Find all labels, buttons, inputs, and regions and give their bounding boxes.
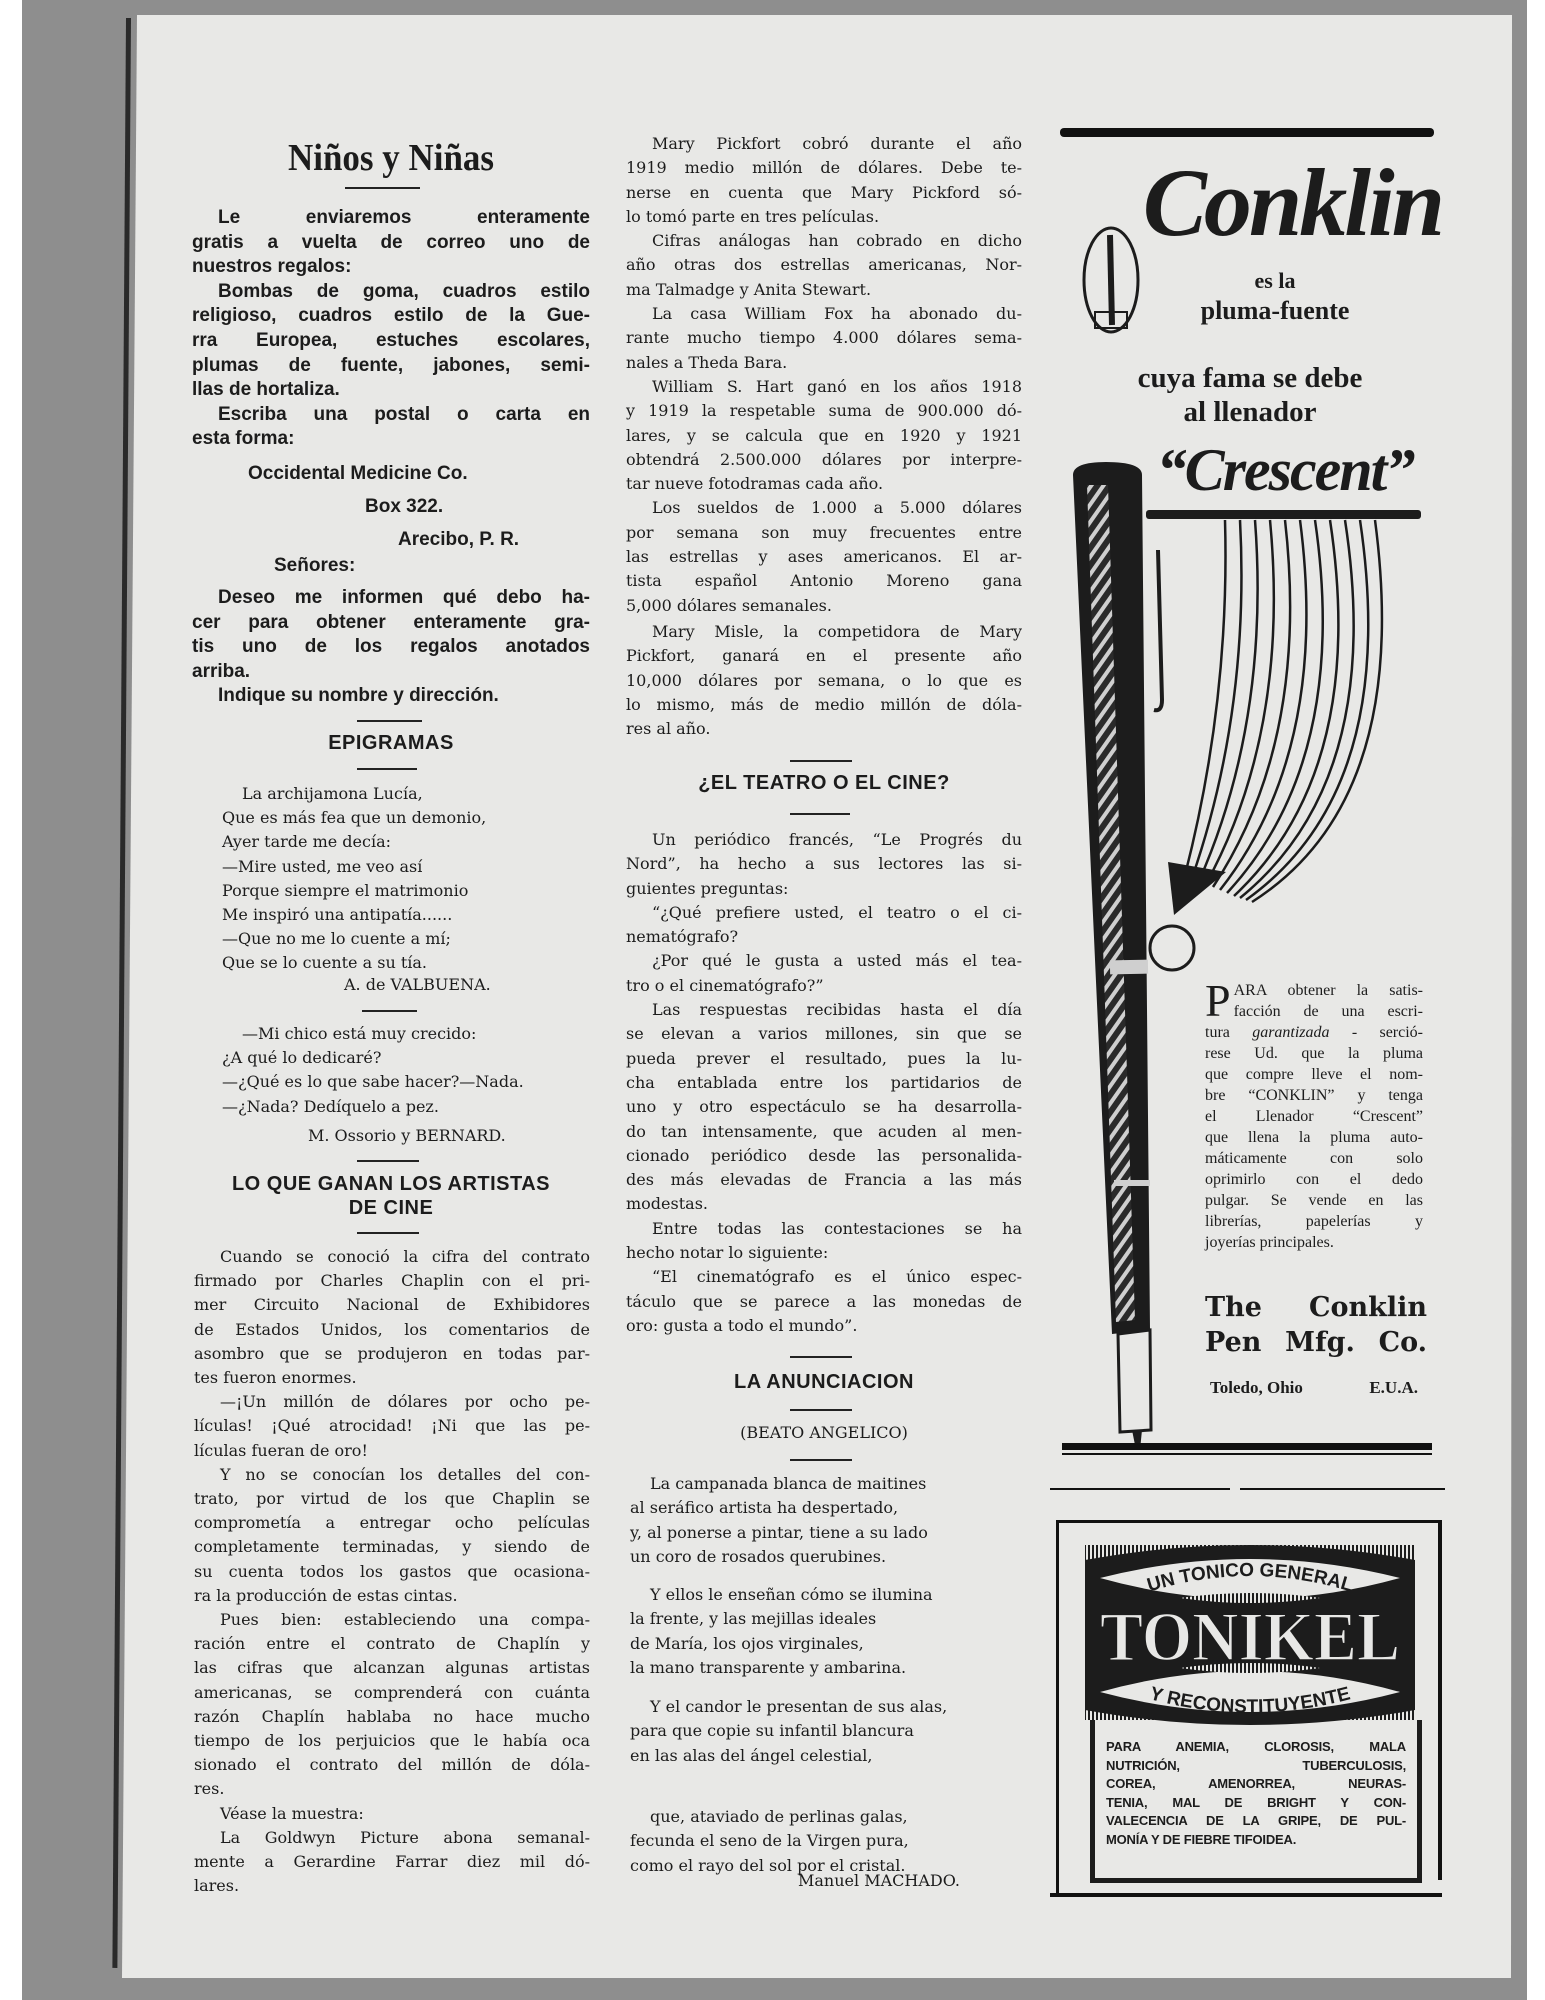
text-line: Las respuestas recibidas hasta el día	[652, 1000, 1022, 1020]
text-line: Bombas de goma, cuadros estilo	[218, 280, 590, 302]
text-line: 10,000 dólares por semana, o lo que es	[626, 670, 1022, 690]
text-line: esta forma:	[192, 428, 295, 450]
text-line: cer para obtener enteramente gra-	[192, 611, 590, 633]
teatro-cine-text	[626, 828, 1022, 1338]
text-line: mer Circuito Nacional de Exhibidores	[194, 1295, 590, 1315]
text-line: Entre todas las contestaciones se ha	[652, 1218, 1022, 1238]
text-line: —¿Nada? Dedíquelo a pez.	[222, 1096, 439, 1116]
text-line: tar nueve fotodramas cada año.	[626, 474, 884, 494]
text-line: Pues bien: estableciendo una compa-	[220, 1610, 590, 1630]
address-city: Toledo, Ohio	[1210, 1378, 1303, 1397]
text-line: ra la producción de estas cintas.	[194, 1585, 458, 1605]
pen-seal-icon	[1150, 926, 1194, 970]
text-line: facción de una escri-	[1233, 1003, 1423, 1020]
text-line: arriba.	[192, 660, 251, 682]
subheading-beato-angelico: (BEATO ANGELICO)	[740, 1423, 908, 1442]
text-line: ¿A qué lo dedicaré?	[222, 1048, 382, 1068]
tonikel-indications	[1106, 1738, 1406, 1849]
arc-top-text: UN TONICO GENERAL	[1144, 1559, 1356, 1597]
text-line: un coro de rosados querubines.	[630, 1546, 887, 1566]
text-line: librerías, papelerías y	[1205, 1213, 1423, 1230]
text-line: joyerías principales.	[1205, 1234, 1334, 1251]
conklin-address	[1210, 1378, 1418, 1398]
tagline-cuya-fama: cuya fama se debe	[1137, 362, 1363, 394]
text-line: rese Ud. que la pluma	[1205, 1045, 1423, 1062]
text-line: se elevan a varios millones, sin que se	[626, 1024, 1022, 1044]
heading-line: DE CINE	[348, 1197, 434, 1219]
text-line: Un periódico francés, “Le Progrés du	[652, 830, 1022, 849]
text-line: rante mucho tiempo 4.000 dólares sema-	[626, 328, 1022, 348]
tonikel-brand: TONIKEL	[1100, 1599, 1400, 1676]
text-line: y, al ponerse a pintar, tiene a su lado	[630, 1522, 928, 1542]
letter-text	[192, 586, 590, 709]
text-line: oprimirlo con el dedo	[1205, 1171, 1423, 1188]
text-line: las cifras que alcanzan algunas artistas	[194, 1658, 590, 1678]
company-line: Pen Mfg. Co.	[1205, 1327, 1427, 1358]
text-line: Que se lo cuente a su tía.	[222, 953, 427, 973]
poem-stanza-3	[630, 1695, 1030, 1768]
text-line: res.	[194, 1779, 225, 1799]
company-line: The Conklin	[1205, 1292, 1427, 1323]
text-line: Indique su nombre y dirección.	[218, 685, 499, 707]
text-line: que, ataviado de perlinas galas,	[650, 1807, 908, 1826]
text-line: “El cinematógrafo es el único espec-	[652, 1267, 1022, 1287]
text-line: Me inspiró una antipatía......	[222, 905, 453, 925]
text-line: tista español Antonio Moreno gana	[626, 571, 1022, 591]
text-line: La campanada blanca de maitines	[650, 1474, 927, 1493]
text-line: de María, los ojos virginales,	[630, 1633, 864, 1653]
address-company: Occidental Medicine Co.	[248, 463, 468, 484]
text-line: Véase la muestra:	[220, 1803, 364, 1823]
text-line: —Mire usted, me veo así	[222, 856, 423, 876]
text-line: trato, por virtud de los que Chaplin se	[194, 1489, 590, 1509]
text-line: tura garantizada - serció-	[1205, 1024, 1424, 1041]
text-line: guientes preguntas:	[626, 878, 789, 898]
text-line: Y no se conocían los detalles del con-	[220, 1464, 590, 1484]
text-line: comprometía a entregar ocho películas	[194, 1513, 590, 1533]
tonikel-logo-banner	[1080, 1540, 1420, 1725]
text-line: VALECENCIA DE LA GRIPE, DE PUL-	[1106, 1813, 1406, 1828]
text-line: que compre lleve el nom-	[1205, 1066, 1423, 1083]
text-line: MONÍA Y DE FIEBRE TIFOIDEA.	[1106, 1831, 1297, 1847]
text-line: 1919 medio millón de dólares. Debe te-	[626, 158, 1022, 178]
conklin-logo: Conklin	[1142, 149, 1442, 256]
text-line: tes fueron enormes.	[194, 1368, 357, 1388]
heading-epigramas: EPIGRAMAS	[328, 732, 454, 754]
text-line: La Goldwyn Picture abona semanal-	[220, 1827, 590, 1847]
text-line: las estrellas y ases americanos. El ar-	[626, 547, 1022, 567]
text-line: lo mismo, más de medio millón de dóla-	[626, 694, 1022, 714]
text-line: y 1919 la respetable suma de 900.000 dó-	[626, 401, 1022, 421]
poem-stanza-4	[630, 1805, 1030, 1878]
text-line: táculo que se parece a las monedas de	[626, 1291, 1022, 1311]
text-line: —¿Qué es lo que sabe hacer?—Nada.	[222, 1072, 524, 1092]
text-line: NUTRICIÓN, TUBERCULOSIS,	[1106, 1757, 1406, 1773]
heading-line: LO QUE GANAN LOS ARTISTAS	[231, 1173, 551, 1195]
text-line: plumas de fuente, jabones, semi-	[192, 354, 590, 376]
heading-anunciacion: LA ANUNCIACION	[734, 1371, 914, 1393]
epigram-2-author: M. Ossorio y BERNARD.	[308, 1126, 506, 1145]
text-line: cionado periódico desde las personalida-	[626, 1145, 1022, 1165]
text-line: Ayer tarde me decía:	[222, 832, 392, 852]
text-line: Mary Pickfort cobró durante el año	[652, 134, 1022, 153]
text-line: Pickfort, ganará en el presente año	[626, 646, 1022, 666]
text-line: fecunda el seno de la Virgen pura,	[630, 1831, 909, 1851]
conklin-company-name	[1205, 1290, 1427, 1360]
text-line: mente a Gerardine Farrar diez mil dó-	[194, 1852, 590, 1872]
text-line: sionado el contrato del millón de dóla-	[194, 1755, 590, 1775]
text-line: Porque siempre el matrimonio	[222, 880, 469, 900]
text-line: año otras dos estrellas americanas, Nor-	[626, 255, 1022, 275]
poem-author: Manuel MACHADO.	[798, 1871, 960, 1890]
text-line: obtendrá 2.500.000 dólares por interpre-	[626, 449, 1022, 469]
address-country: E.U.A.	[1369, 1378, 1418, 1397]
text-line: Que es más fea que un demonio,	[222, 808, 487, 828]
text-line: do tan intensamente, que acuden al men-	[626, 1121, 1022, 1141]
text-line: Nord”, ha hecho a sus lectores las si-	[626, 854, 1022, 874]
text-line: —Mi chico está muy crecido:	[242, 1024, 477, 1043]
address-city: Arecibo, P. R.	[398, 529, 520, 550]
epigram-2	[222, 1022, 602, 1119]
text-line: Deseo me informen qué debo ha-	[218, 587, 590, 608]
text-line: Cuando se conoció la cifra del contrato	[220, 1247, 590, 1266]
text-line: como el rayo del sol por el cristal.	[630, 1855, 906, 1875]
drop-cap: P	[1205, 975, 1231, 1026]
text-line: Mary Misle, la competidora de Mary	[652, 622, 1022, 641]
intro-text	[192, 206, 590, 452]
text-line: tis uno de los regalos anotados	[192, 636, 590, 658]
crescent-filler-logo: “Crescent”	[1156, 437, 1414, 503]
text-line: gratis a vuelta de correo uno de	[192, 231, 590, 253]
filler-arrow-lines	[1185, 520, 1382, 902]
text-line: firmado por Charles Chaplin con el pri-	[194, 1271, 590, 1291]
text-line: máticamente con solo	[1205, 1150, 1423, 1167]
text-line: nerse en cuenta que Mary Pickford só-	[626, 182, 1022, 202]
text-line: uno y otro espectáculo se ha desarrolla-	[626, 1097, 1022, 1117]
text-line: ma Talmadge y Anita Stewart.	[626, 279, 872, 299]
text-line: tiempo de los perjuicios que le había oca	[194, 1731, 590, 1751]
text-line: religioso, cuadros estilo de la Gue-	[192, 305, 590, 327]
text-line: TENIA, MAL DE BRIGHT Y CON-	[1106, 1794, 1406, 1810]
text-line: Los sueldos de 1.000 a 5.000 dólares	[652, 498, 1022, 518]
tagline-al-llenador: al llenador	[1183, 396, 1317, 428]
text-line: de Estados Unidos, los comentarios de	[194, 1319, 590, 1339]
conklin-pen-illustration	[1050, 140, 1450, 1460]
address-box: Box 322.	[365, 496, 444, 517]
text-line: nales a Theda Bara.	[626, 352, 788, 372]
epigram-1-author: A. de VALBUENA.	[344, 975, 491, 994]
address-salutation: Señores:	[274, 555, 356, 576]
text-line: Y el candor le presentan de sus alas,	[650, 1697, 948, 1716]
text-line: llas de hortaliza.	[192, 379, 340, 401]
text-line: pueda prever el resultado, pues la lu-	[626, 1048, 1022, 1068]
text-line: rra Europea, estuches escolares,	[192, 329, 590, 351]
text-line: en las alas del ángel celestial,	[630, 1745, 873, 1765]
article-title-ninos: Niños y Niñas	[288, 137, 494, 179]
text-line: que llena la pluma auto-	[1205, 1129, 1423, 1146]
text-line: Cifras análogas han cobrado en dicho	[652, 231, 1022, 251]
text-line: des más elevadas de Francia a las más	[626, 1170, 1022, 1190]
text-line: bre “CONKLIN” y tenga	[1205, 1087, 1423, 1104]
arc-bottom-text: Y RECONSTITUYENTE	[1147, 1683, 1353, 1718]
text-line: hecho notar lo siguiente:	[626, 1243, 829, 1263]
heading-lo-que-ganan	[192, 1172, 590, 1220]
text-line: asombro que se produjeron en todas par-	[194, 1343, 590, 1363]
emphasis-garantizada: garantizada	[1252, 1024, 1330, 1041]
poem-stanza-1	[630, 1472, 1030, 1569]
text-line: Y ellos le enseñan cómo se ilumina	[650, 1585, 933, 1604]
text-line: —¡Un millón de dólares por ocho pe-	[220, 1392, 590, 1412]
text-line: nematógrafo?	[626, 927, 739, 947]
text-line: William S. Hart ganó en los años 1918	[652, 376, 1022, 396]
text-line: lículas! ¡Qué atrocidad! ¡Ni que las pe-	[194, 1416, 590, 1436]
text-line: 5,000 dólares semanales.	[626, 595, 832, 615]
text-line: cha entablada entre los partidarios de	[626, 1072, 1022, 1092]
text-line: su cuenta todos los gastos que ocasiona-	[194, 1561, 590, 1581]
text-line: lares.	[194, 1876, 240, 1896]
text-line: razón Chaplín hablaba no hace mucho	[194, 1706, 590, 1726]
heading-teatro-cine: ¿EL TEATRO O EL CINE?	[698, 772, 950, 794]
text-line: nuestros regalos:	[192, 256, 352, 278]
text-line: la mano transparente y ambarina.	[630, 1657, 907, 1677]
article-artistas-text	[194, 1245, 590, 1898]
text-line: la frente, y las mejillas ideales	[630, 1609, 877, 1629]
poem-stanza-2	[630, 1583, 1030, 1680]
tagline-es-la: es la	[1254, 268, 1296, 293]
artistas-continued-text	[626, 132, 1022, 618]
text-line: pulgar. Se vende en las	[1205, 1192, 1423, 1209]
text-line: “¿Qué prefiere usted, el teatro o el ci-	[652, 902, 1022, 922]
text-line: ¿Por qué le gusta a usted más el tea-	[652, 951, 1022, 971]
text-line: americanas, se comprenderá con cuánta	[194, 1682, 590, 1702]
text-line: oro: gusta a todo el mundo”.	[626, 1315, 858, 1335]
text-line: La archijamona Lucía,	[242, 784, 423, 803]
epigram-1	[222, 782, 592, 976]
text-line: lares, y se calcula que en 1920 y 1921	[626, 425, 1022, 445]
text-line: lículas fueran de oro!	[194, 1440, 368, 1460]
text-line: al seráfico artista ha despertado,	[630, 1498, 899, 1518]
text-line: La casa William Fox ha abonado du-	[652, 304, 1022, 324]
text-line: para que copie su infantil blancura	[630, 1721, 914, 1741]
text-line: por semana son muy frecuentes entre	[626, 522, 1022, 542]
text-line: COREA, AMENORREA, NEURAS-	[1106, 1776, 1406, 1791]
text-line: lo tomó parte en tres películas.	[626, 206, 880, 226]
text-line: ARA obtener la satis-	[1233, 982, 1423, 999]
text-line: tro o el cinematógrafo?”	[626, 975, 824, 995]
artistas-last-paragraph	[626, 620, 1022, 741]
text-line: completamente terminadas, y siendo de	[194, 1537, 590, 1557]
text-line: Le enviaremos enteramente	[218, 207, 590, 228]
text-line: modestas.	[626, 1194, 708, 1214]
tagline-pluma-fuente: pluma-fuente	[1200, 296, 1350, 325]
text-line: el Llenador “Crescent”	[1205, 1108, 1423, 1125]
text-line: PARA ANEMIA, CLOROSIS, MALA	[1106, 1739, 1406, 1754]
text-line: res al año.	[626, 719, 711, 739]
text-line: Escriba una postal o carta en	[218, 403, 590, 425]
arrow-head-icon	[1168, 862, 1226, 915]
conklin-ad-copy	[1205, 975, 1424, 1253]
text-line: —Que no me lo cuente a mí;	[222, 929, 451, 949]
text-line: ración entre el contrato de Chaplín y	[194, 1634, 590, 1654]
